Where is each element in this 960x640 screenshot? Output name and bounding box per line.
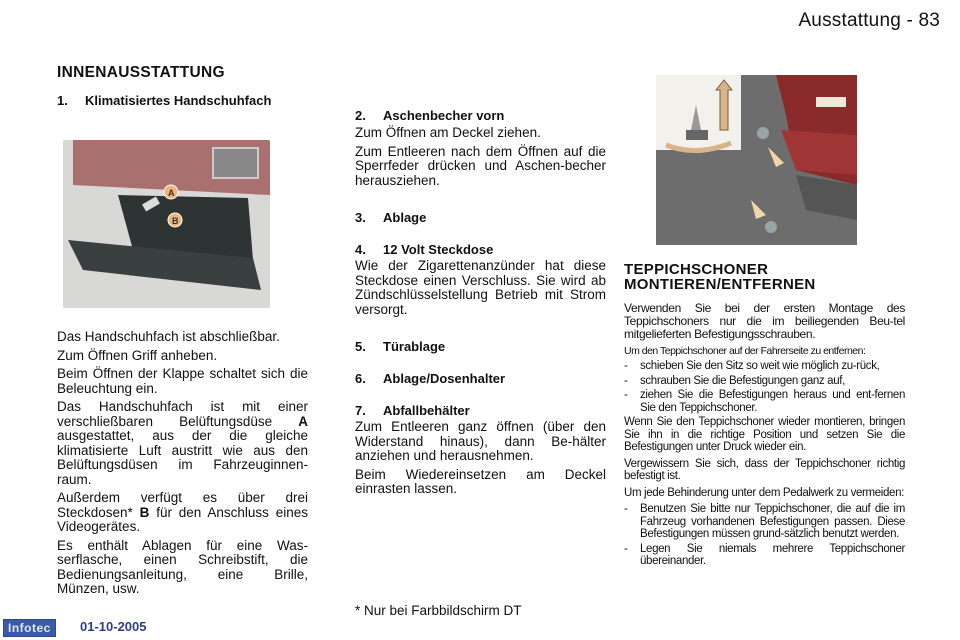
item-1-heading [57,93,308,108]
list-item: - schieben Sie den Sitz so weit wie möglich zu-rück, [624,360,880,372]
label-b: B [139,504,150,520]
paragraph: Das Handschuhfach ist abschließbar. [57,329,280,344]
footer-date: 01-10-2005 [80,619,147,634]
paragraph: Es enthält Ablagen für eine Was-serflasche, einen Schreibstift, die Bedienungsanleitung, eine Brille, Münzen, usw. [57,537,308,596]
column-2 [355,108,606,501]
section-title: INNENAUSSTATTUNG [57,64,225,81]
glovebox-text [57,330,308,601]
paragraph: Beim Wiedereinsetzen am Deckel einrasten lassen. [355,466,606,496]
svg-text:A: A [168,188,175,198]
item-number: 1. [57,93,68,108]
item-7-heading: 7. Abfallbehälter [355,403,470,418]
paragraph: Zum Entleeren ganz öffnen (über den Widerstand hinaus), dann Be-hälter anziehen und herausnehmen. [355,419,606,463]
paragraph: Wie der Zigarettenanzünder hat diese Steckdose einen Verschluss. Sie wird ab Zündschlüsselstellung Betrieb mit Strom versorgt. [355,258,606,317]
glovebox-image [63,140,270,308]
paragraph: Um jede Behinderung unter dem Pedalwerk zu vermeiden: [624,486,904,499]
list-item: - Benutzen Sie bitte nur Teppichschoner, die auf die im Fahrzeug vorhandenen Befestigungen passen. Diese Befestigungen müssen grund-sätzlich benutzt werden. [624,503,905,540]
paragraph: Vergewissern Sie sich, dass der Teppichschoner richtig befestigt ist. [624,457,905,482]
item-5-heading: 5. Türablage [355,339,446,354]
paragraph: Das Handschuhfach ist mit einer verschließbaren Belüftungsdüse A ausgestattet, aus der die gleiche klimatisierte Luft austritt wie aus den Belüftungsdüsen im Fahrzeuginnen-raum. [57,399,308,487]
paragraph: Um den Teppichschoner auf der Fahrerseite zu entfernen: [624,345,866,357]
item-2-heading: 2. Aschenbecher vorn [355,108,505,123]
footnote: * Nur bei Farbbildschirm DT [355,603,522,618]
paragraph: Beim Öffnen der Klappe schaltet sich die Beleuchtung ein. [57,366,308,396]
paragraph: Wenn Sie den Teppichschoner wieder montieren, bringen Sie ihn in die richtige Position und setzen Sie die Befestigungen unter Druck wieder ein. [624,416,905,453]
item-3-heading: 3. Ablage [355,210,427,225]
infotec-badge: Infotec [3,619,56,637]
item-title: Klimatisiertes Handschuhfach [85,93,272,108]
list-item: - schrauben Sie die Befestigungen ganz auf, [624,374,845,387]
floor-mat-image [656,75,857,245]
column-3 [624,262,905,570]
paragraph: Zum Öffnen Griff anheben. [57,347,218,363]
paragraph: Zum Entleeren nach dem Öffnen auf die Sperrfeder drücken und Aschen-becher herausziehen. [355,143,606,188]
item-4-heading: 4. 12 Volt Steckdose [355,242,494,257]
paragraph: Zum Öffnen am Deckel ziehen. [355,125,541,140]
page-header: Ausstattung - 83 [798,10,940,31]
paragraph: Außerdem verfügt es über drei Steckdosen* B für den Anschluss eines Videogerätes. [57,490,308,534]
list-item: - Legen Sie niemals mehrere Teppichschoner übereinander. [624,542,905,567]
paragraph: Verwenden Sie bei der ersten Montage des Teppichschoners nur die im beiliegenden Beu-tel mitgelieferten Befestigungsschrauben. [624,301,905,341]
teppich-title: TEPPICHSCHONER MONTIEREN/ENTFERNEN [624,261,816,293]
item-6-heading: 6. Ablage/Dosenhalter [355,371,506,386]
label-a: A [298,413,308,429]
list-item: - ziehen Sie die Befestigungen heraus und ent-fernen Sie den Teppichschoner. [624,389,905,414]
svg-text:B: B [172,216,179,226]
